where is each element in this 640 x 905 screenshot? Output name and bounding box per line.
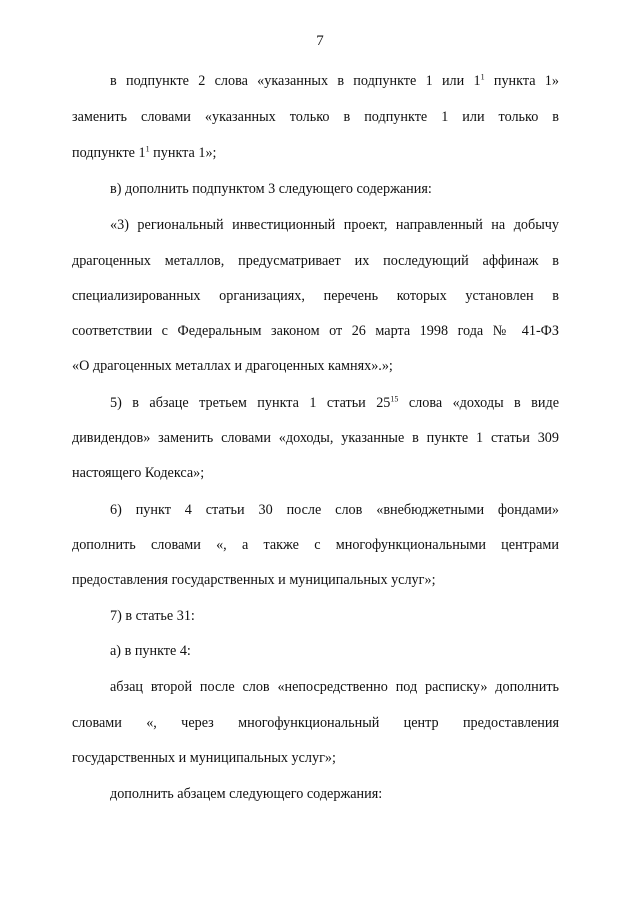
text-line: дополнить словами «, а также с многофункциональными центрами xyxy=(72,537,559,553)
superscript: 15 xyxy=(390,394,399,404)
text-line: «О драгоценных металлах и драгоценных камнях».»; xyxy=(72,358,393,374)
text-line: специализированных организациях, перечень которых установлен в xyxy=(72,288,559,304)
text-line: в) дополнить подпунктом 3 следующего содержания: xyxy=(110,181,432,197)
text-fragment: подпункте 1 xyxy=(72,145,146,161)
text-line: дивидендов» заменить словами «доходы, указанные в пункте 1 статьи 309 xyxy=(72,430,559,446)
text-line: дополнить абзацем следующего содержания: xyxy=(110,786,383,802)
page-number: 7 xyxy=(316,33,324,49)
superscript: 1 xyxy=(145,144,150,154)
text-fragment: пункта 1»; xyxy=(149,145,217,161)
text-line: предоставления государственных и муниципальных услуг»; xyxy=(72,572,436,588)
text-fragment: слова «доходы в виде xyxy=(398,395,559,411)
text-line: абзац второй после слов «непосредственно под расписку» дополнить xyxy=(110,679,559,695)
text-line: 6) пункт 4 статьи 30 после слов «внебюджетными фондами» xyxy=(110,502,559,518)
text-line: соответствии с Федеральным законом от 26 марта 1998 года № 41-ФЗ xyxy=(72,323,559,339)
text-line: 7) в статье 31: xyxy=(110,608,195,624)
superscript: 1 xyxy=(480,72,485,82)
text-line: «3) региональный инвестиционный проект, направленный на добычу xyxy=(110,217,559,233)
text-line xyxy=(110,72,559,90)
text-line: драгоценных металлов, предусматривает их последующий аффинаж в xyxy=(72,253,559,269)
text-line: словами «, через многофункциональный центр предоставления xyxy=(72,715,559,731)
text-line xyxy=(110,394,559,412)
text-fragment: в подпункте 2 слова «указанных в подпункте 1 или 1 xyxy=(110,73,481,89)
text-line xyxy=(72,144,217,162)
text-line: а) в пункте 4: xyxy=(110,643,191,659)
text-line: настоящего Кодекса»; xyxy=(72,465,205,481)
text-line: заменить словами «указанных только в подпункте 1 или только в xyxy=(72,109,559,125)
text-fragment: 5) в абзаце третьем пункта 1 статьи 25 xyxy=(110,395,391,411)
text-fragment: пункта 1» xyxy=(484,73,559,89)
text-line: государственных и муниципальных услуг»; xyxy=(72,750,336,766)
